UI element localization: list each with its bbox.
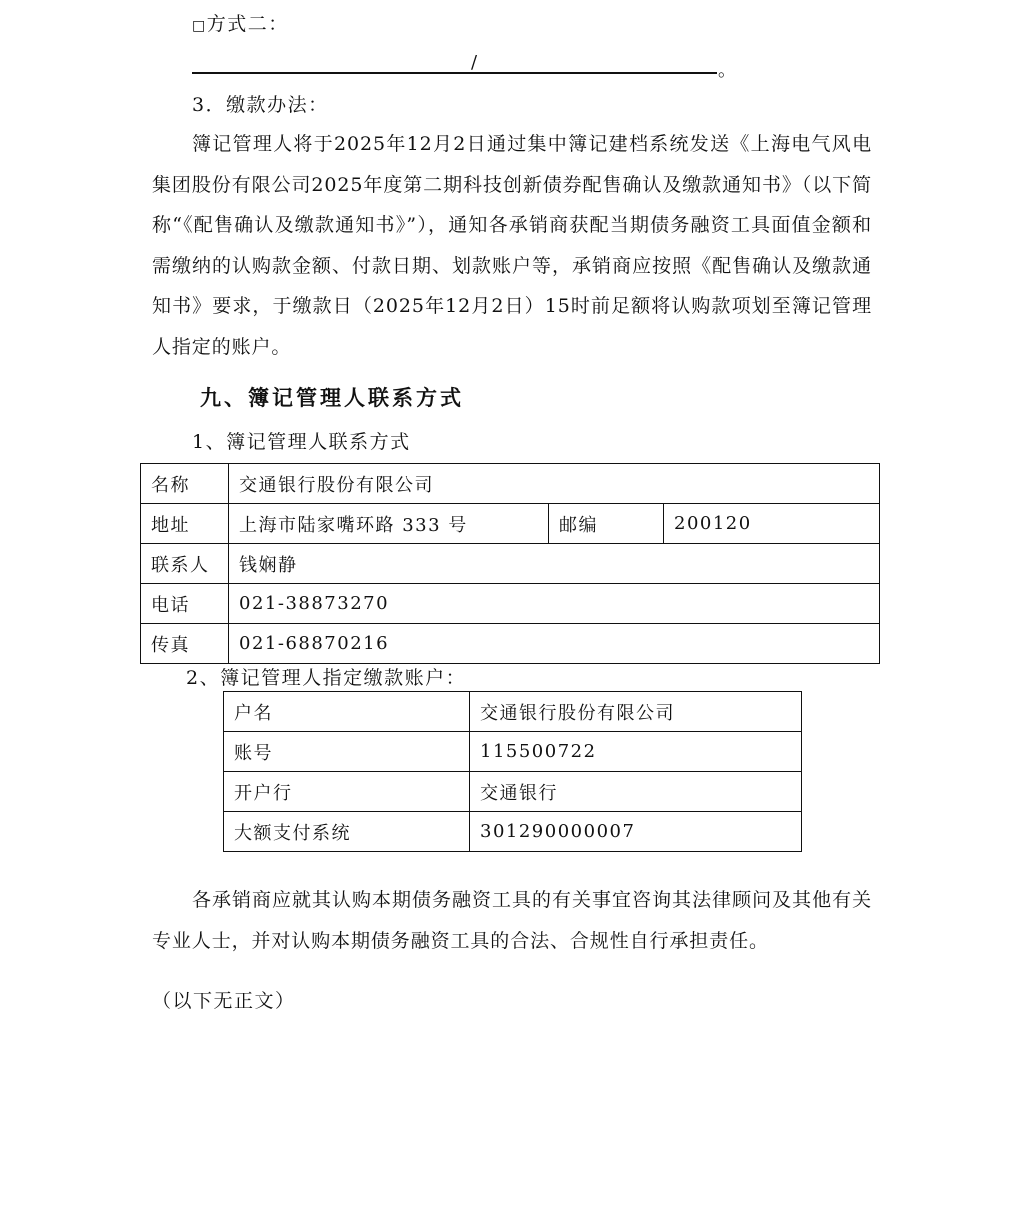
payment-method-paragraph: 簿记管理人将于2025年12月2日通过集中簿记建档系统发送《上海电气风电集团股份有限公司2025年度第二期科技创新债券配售确认及缴款通知书》（以下简称“《配售确认及缴款通知书》”），通知各承销商获配当期债务融资工具面值金额和需缴纳的认购款金额、付款日期、划款账户等，承销商应按照《配售确认及缴款通知书》要求，于缴款日（2025年12月2日）15时前足额将认购款项划至簿记管理人指定的账户。 xyxy=(152,133,872,358)
blank-end-mark: 。 xyxy=(718,60,736,81)
blank-value: / xyxy=(471,52,478,73)
table-row xyxy=(141,504,880,544)
fax-label: 传真 xyxy=(141,624,229,664)
contact-label: 联系人 xyxy=(141,544,229,584)
account-name-value: 交通银行股份有限公司 xyxy=(470,692,802,732)
bank-value: 交通银行 xyxy=(470,772,802,812)
postcode-label: 邮编 xyxy=(549,504,664,544)
closing-paragraph: 各承销商应就其认购本期债务融资工具的有关事宜咨询其法律顾问及其他有关专业人士，并对认购本期债务融资工具的合法、合规性自行承担责任。 xyxy=(152,889,872,952)
address-value: 上海市陆家嘴环路 333 号 xyxy=(229,504,549,544)
account-name-label: 户名 xyxy=(224,692,470,732)
name-value: 交通银行股份有限公司 xyxy=(229,464,880,504)
end-note: （以下无正文） xyxy=(152,990,296,1012)
section-title: 九、簿记管理人联系方式 xyxy=(200,385,464,410)
method2-label: 方式二： xyxy=(206,13,289,35)
table-row xyxy=(141,464,880,504)
phone-label: 电话 xyxy=(141,584,229,624)
method2-option xyxy=(192,12,289,38)
account-number-label: 账号 xyxy=(224,732,470,772)
table-row xyxy=(141,584,880,624)
account-subheading: 2、簿记管理人指定缴款账户： xyxy=(186,667,467,689)
checkbox-icon[interactable]: □ xyxy=(192,18,207,34)
name-label: 名称 xyxy=(141,464,229,504)
table-row xyxy=(224,812,802,852)
table-row xyxy=(224,732,802,772)
contact-table xyxy=(140,463,880,664)
phone-value: 021-38873270 xyxy=(229,584,880,624)
table-row xyxy=(141,624,880,664)
address-label: 地址 xyxy=(141,504,229,544)
fax-value: 021-68870216 xyxy=(229,624,880,664)
account-table xyxy=(223,691,802,852)
payment-method-heading: 3．缴款办法： xyxy=(192,94,329,116)
table-row xyxy=(224,772,802,812)
payment-system-label: 大额支付系统 xyxy=(224,812,470,852)
bank-label: 开户行 xyxy=(224,772,470,812)
payment-system-value: 301290000007 xyxy=(470,812,802,852)
contact-subheading: 1、簿记管理人联系方式 xyxy=(192,431,411,453)
table-row xyxy=(224,692,802,732)
blank-underline xyxy=(192,72,717,74)
account-number-value: 115500722 xyxy=(470,732,802,772)
table-row xyxy=(141,544,880,584)
postcode-value: 200120 xyxy=(664,504,880,544)
contact-value: 钱娴静 xyxy=(229,544,880,584)
